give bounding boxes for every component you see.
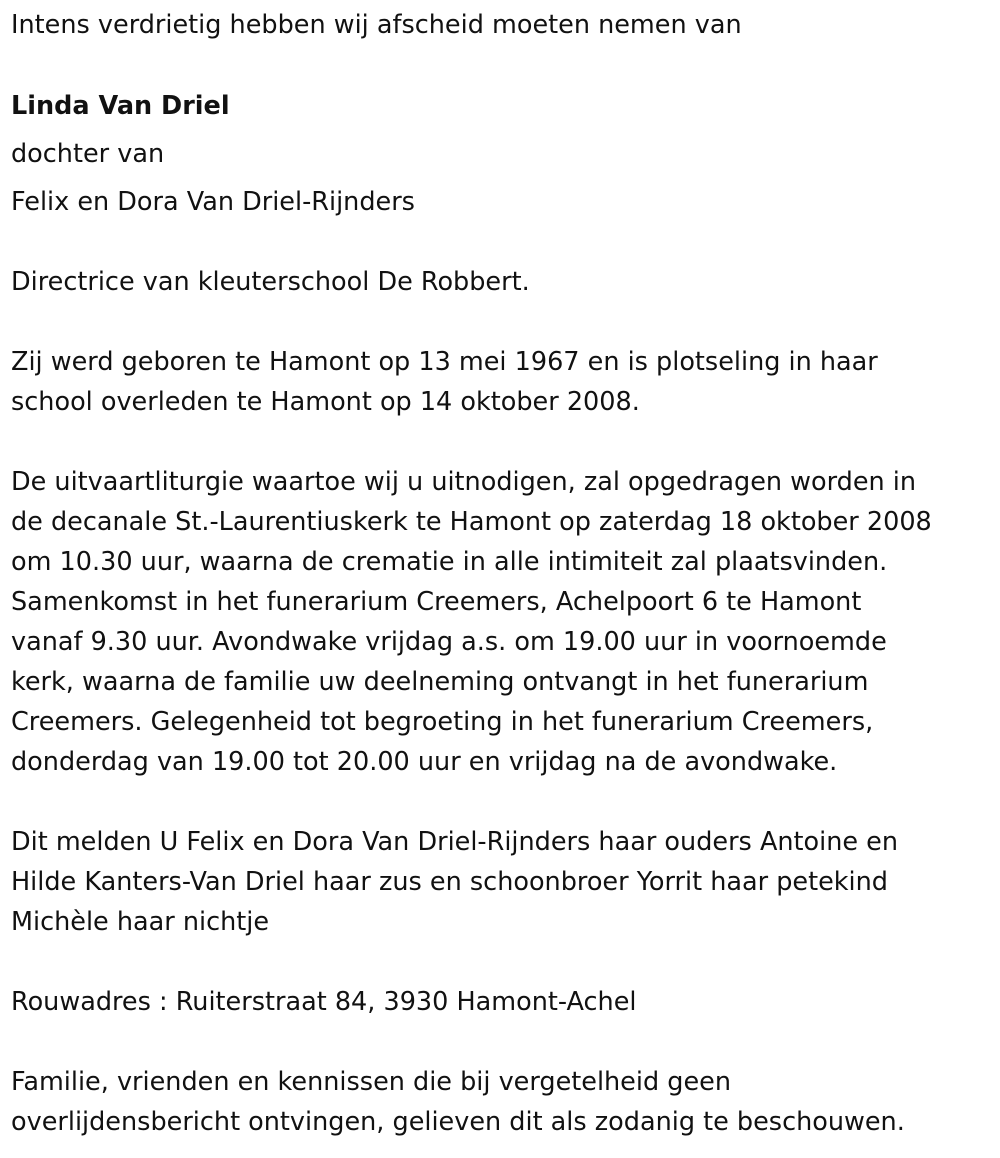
role-text: Directrice van kleuterschool De Robbert. — [11, 267, 530, 297]
paragraph-line: de decanale St.-Laurentiuskerk te Hamont op zaterdag 18 oktober 2008 — [11, 507, 932, 537]
paragraph-line: om 10.30 uur, waarna de crematie in alle intimiteit zal plaatsvinden. — [11, 547, 888, 577]
daughter-of-text: dochter van — [11, 139, 165, 169]
paragraph-line: De uitvaartliturgie waartoe wij u uitnodigen, zal opgedragen worden in — [11, 467, 917, 497]
birth-death-paragraph — [11, 342, 878, 422]
paragraph-line: Familie, vrienden en kennissen die bij vergetelheid geen — [11, 1067, 731, 1097]
closing-paragraph — [11, 1062, 905, 1142]
deceased-name: Linda Van Driel — [11, 91, 230, 121]
parents-names: Felix en Dora Van Driel-Rijnders — [11, 187, 415, 217]
paragraph-line: Hilde Kanters-Van Driel haar zus en schoonbroer Yorrit haar petekind — [11, 867, 888, 897]
paragraph-line: overlijdensbericht ontvingen, gelieven dit als zodanig te beschouwen. — [11, 1107, 905, 1137]
paragraph-line: Creemers. Gelegenheid tot begroeting in het funerarium Creemers, — [11, 707, 874, 737]
intro-text: Intens verdrietig hebben wij afscheid moeten nemen van — [11, 10, 742, 40]
paragraph-line: Samenkomst in het funerarium Creemers, Achelpoort 6 te Hamont — [11, 587, 862, 617]
paragraph-line: Dit melden U Felix en Dora Van Driel-Rijnders haar ouders Antoine en — [11, 827, 899, 857]
family-paragraph — [11, 822, 898, 942]
mourning-address: Rouwadres : Ruiterstraat 84, 3930 Hamont-Achel — [11, 987, 637, 1017]
funeral-paragraph — [11, 462, 932, 782]
paragraph-line: kerk, waarna de familie uw deelneming ontvangt in het funerarium — [11, 667, 869, 697]
paragraph-line: donderdag van 19.00 tot 20.00 uur en vrijdag na de avondwake. — [11, 747, 838, 777]
paragraph-line: Zij werd geboren te Hamont op 13 mei 1967 en is plotseling in haar — [11, 347, 878, 377]
paragraph-line: vanaf 9.30 uur. Avondwake vrijdag a.s. om 19.00 uur in voornoemde — [11, 627, 887, 657]
paragraph-line: Michèle haar nichtje — [11, 907, 270, 937]
paragraph-line: school overleden te Hamont op 14 oktober 2008. — [11, 387, 640, 417]
